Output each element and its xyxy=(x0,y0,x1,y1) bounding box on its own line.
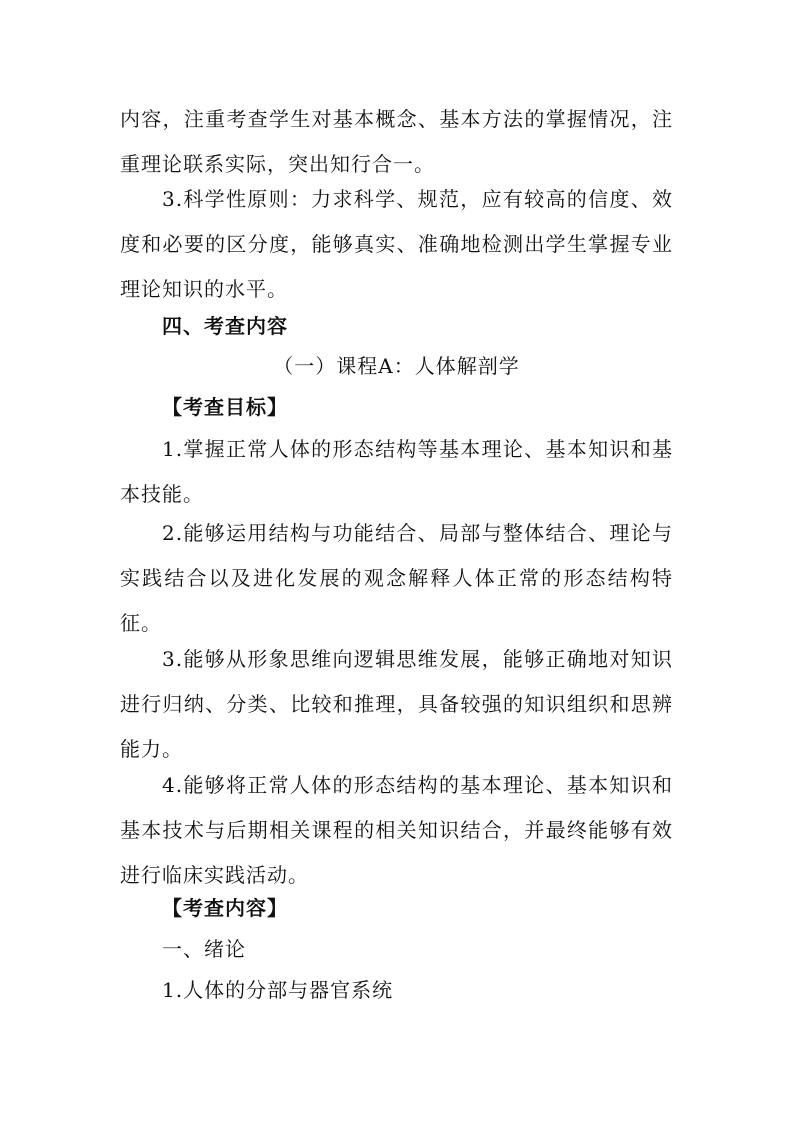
paragraph-continuation: 内容，注重考查学生对基本概念、基本方法的掌握情况，注重理论联系实际，突出知行合一。 xyxy=(120,107,673,176)
goal-item-1: 1.掌握正常人体的形态结构等基本理论、基本知识和基本技能。 xyxy=(120,437,673,506)
subsection-heading-course-a: （一）课程A：人体解剖学 xyxy=(273,354,520,378)
heading-exam-content: 【考查内容】 xyxy=(162,896,288,920)
goal-item-2: 2.能够运用结构与功能结合、局部与整体结合、理论与实践结合以及进化发展的观念解释人体正常的形态结构特征。 xyxy=(120,521,673,635)
paragraph-scientific-principle: 3.科学性原则：力求科学、规范，应有较高的信度、效度和必要的区分度，能够真实、准确地检测出学生掌握专业理论知识的水平。 xyxy=(120,187,673,301)
goal-item-4: 4.能够将正常人体的形态结构的基本理论、基本知识和基本技术与后期相关课程的相关知识结合，并最终能够有效进行临床实践活动。 xyxy=(120,773,673,887)
section-heading-exam-content: 四、考查内容 xyxy=(162,314,288,338)
goal-item-3: 3.能够从形象思维向逻辑思维发展，能够正确地对知识进行归纳、分类、比较和推理，具备较强的知识组织和思辨能力。 xyxy=(120,647,673,761)
heading-exam-goals: 【考查目标】 xyxy=(162,395,288,419)
subheading-introduction: 一、绪论 xyxy=(162,937,246,961)
content-item-1: 1.人体的分部与器官系统 xyxy=(162,978,394,1002)
